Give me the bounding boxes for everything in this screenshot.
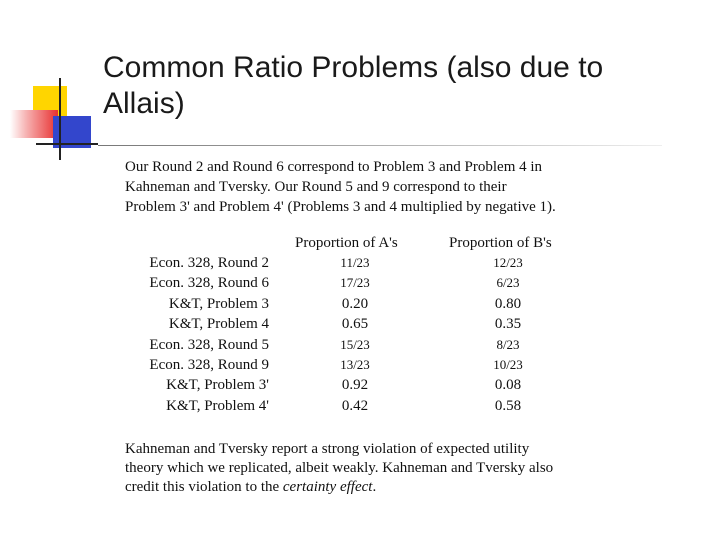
row-label: Econ. 328, Round 6 bbox=[149, 275, 269, 292]
conclusion-line bbox=[125, 478, 685, 497]
value-a: 0.20 bbox=[341, 295, 369, 312]
conclusion-line-suffix: . bbox=[372, 479, 377, 495]
value-b: 0.35 bbox=[494, 316, 522, 333]
results-table bbox=[120, 235, 600, 418]
value-b: 6/23 bbox=[496, 275, 520, 291]
header-proportion-a: Proportion of A's bbox=[295, 235, 398, 251]
title-divider bbox=[98, 145, 662, 146]
value-b: 0.80 bbox=[494, 295, 522, 312]
logo-vertical-line bbox=[59, 78, 61, 160]
table-row bbox=[120, 357, 600, 377]
row-label: K&T, Problem 4 bbox=[168, 316, 269, 333]
table-row bbox=[120, 316, 600, 336]
row-label: K&T, Problem 3 bbox=[168, 295, 269, 312]
value-a: 0.92 bbox=[341, 377, 369, 394]
header-proportion-b: Proportion of B's bbox=[449, 235, 552, 251]
conclusion-paragraph bbox=[125, 440, 685, 497]
value-b: 10/23 bbox=[493, 356, 523, 372]
table-row bbox=[120, 255, 600, 275]
value-b: 8/23 bbox=[496, 336, 520, 352]
conclusion-line-prefix: credit this violation to the bbox=[125, 479, 283, 495]
value-a: 0.42 bbox=[341, 397, 369, 414]
intro-line: Problem 3' and Problem 4' (Problems 3 and 4 multiplied by negative 1). bbox=[125, 199, 556, 215]
row-label: Econ. 328, Round 9 bbox=[149, 356, 269, 373]
row-label: Econ. 328, Round 2 bbox=[149, 255, 269, 271]
row-label: K&T, Problem 3' bbox=[166, 377, 269, 394]
value-b: 0.08 bbox=[494, 377, 522, 394]
conclusion-line: theory which we replicated, albeit weakly. Kahneman and Tversky also bbox=[125, 460, 554, 476]
title-line-2: Allais) bbox=[103, 87, 185, 120]
table-header bbox=[120, 235, 600, 255]
table-row bbox=[120, 337, 600, 357]
row-label: Econ. 328, Round 5 bbox=[149, 336, 269, 353]
value-a: 17/23 bbox=[340, 275, 370, 291]
intro-paragraph bbox=[125, 157, 685, 217]
table-row bbox=[120, 296, 600, 316]
conclusion-line: Kahneman and Tversky report a strong violation of expected utility bbox=[125, 441, 530, 457]
row-label: K&T, Problem 4' bbox=[166, 397, 269, 414]
title-line-1: Common Ratio Problems (also due to bbox=[103, 51, 604, 84]
logo-horizontal-line bbox=[36, 143, 98, 145]
slide-title bbox=[103, 50, 683, 122]
intro-line: Kahneman and Tversky. Our Round 5 and 9 correspond to their bbox=[125, 179, 507, 195]
value-a: 0.65 bbox=[341, 316, 369, 333]
value-a: 11/23 bbox=[340, 255, 370, 270]
intro-line: Our Round 2 and Round 6 correspond to Problem 3 and Problem 4 in bbox=[125, 159, 543, 175]
value-b: 0.58 bbox=[494, 397, 522, 414]
value-a: 13/23 bbox=[340, 356, 370, 372]
table-row bbox=[120, 275, 600, 295]
value-b: 12/23 bbox=[493, 255, 523, 270]
table-row bbox=[120, 377, 600, 397]
certainty-effect-term: certainty effect bbox=[282, 479, 373, 495]
value-a: 15/23 bbox=[340, 336, 370, 352]
table-row bbox=[120, 398, 600, 418]
logo-red-bar bbox=[10, 110, 58, 138]
